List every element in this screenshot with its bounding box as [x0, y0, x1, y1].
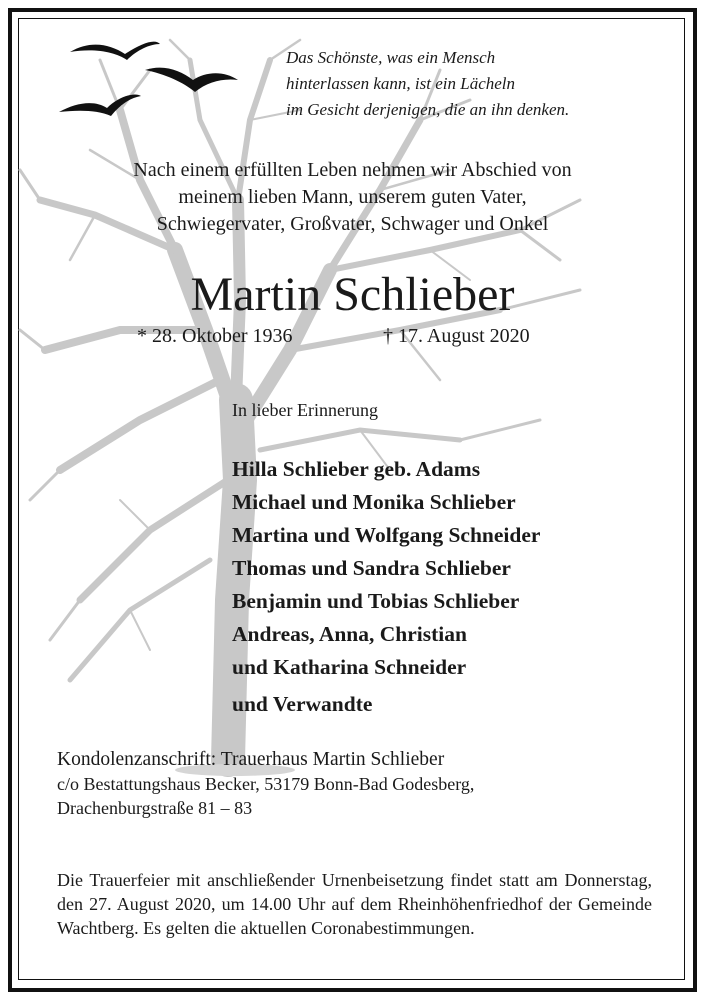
intro-line: Schwiegervater, Großvater, Schwager und Onkel: [156, 213, 549, 235]
motto-line: Das Schönste, was ein Mensch: [286, 48, 496, 67]
motto-line: im Gesicht derjenigen, die an ihn denken.: [286, 100, 570, 119]
memory-label: In lieber Erinnerung: [232, 400, 378, 420]
condolence-line: Drachenburgstraße 81 – 83: [57, 798, 253, 818]
birds-illustration: [55, 40, 245, 130]
mourner-line: und Verwandte: [232, 692, 373, 716]
birth-date: * 28. Oktober 1936: [137, 325, 293, 347]
intro-line: meinem lieben Mann, unserem guten Vater,: [178, 186, 527, 208]
motto-line: hinterlassen kann, ist ein Lächeln: [286, 74, 516, 93]
mourner-line: und Katharina Schneider: [232, 655, 467, 679]
motto-quote: [286, 45, 666, 123]
condolence-line: c/o Bestattungshaus Becker, 53179 Bonn-Bad Godesberg,: [57, 774, 475, 794]
mourner-line: Benjamin und Tobias Schlieber: [232, 589, 520, 613]
intro-text: [40, 157, 665, 238]
ceremony-notice: Die Trauerfeier mit anschließender Urnenbeisetzung findet statt am Donnerstag, den 27. August 2020, um 14.00 Uhr auf dem Rheinhöhenfriedhof der Gemeinde Wachtberg. Es gelten die aktuellen Coronabestimmungen.: [57, 870, 652, 938]
condolence-address: [57, 748, 667, 820]
mourner-line: Andreas, Anna, Christian: [232, 622, 467, 646]
mourner-line: Thomas und Sandra Schlieber: [232, 556, 511, 580]
death-date: † 17. August 2020: [383, 325, 530, 347]
mourner-line: Hilla Schlieber geb. Adams: [232, 457, 481, 481]
mourner-line: Michael und Monika Schlieber: [232, 490, 516, 514]
mourner-line: Martina und Wolfgang Schneider: [232, 523, 541, 547]
intro-line: Nach einem erfüllten Leben nehmen wir Abschied von: [133, 159, 572, 181]
condolence-line: Kondolenzanschrift: Trauerhaus Martin Schlieber: [57, 749, 445, 770]
deceased-name: Martin Schlieber: [190, 268, 515, 321]
mourners-list: [232, 453, 672, 721]
